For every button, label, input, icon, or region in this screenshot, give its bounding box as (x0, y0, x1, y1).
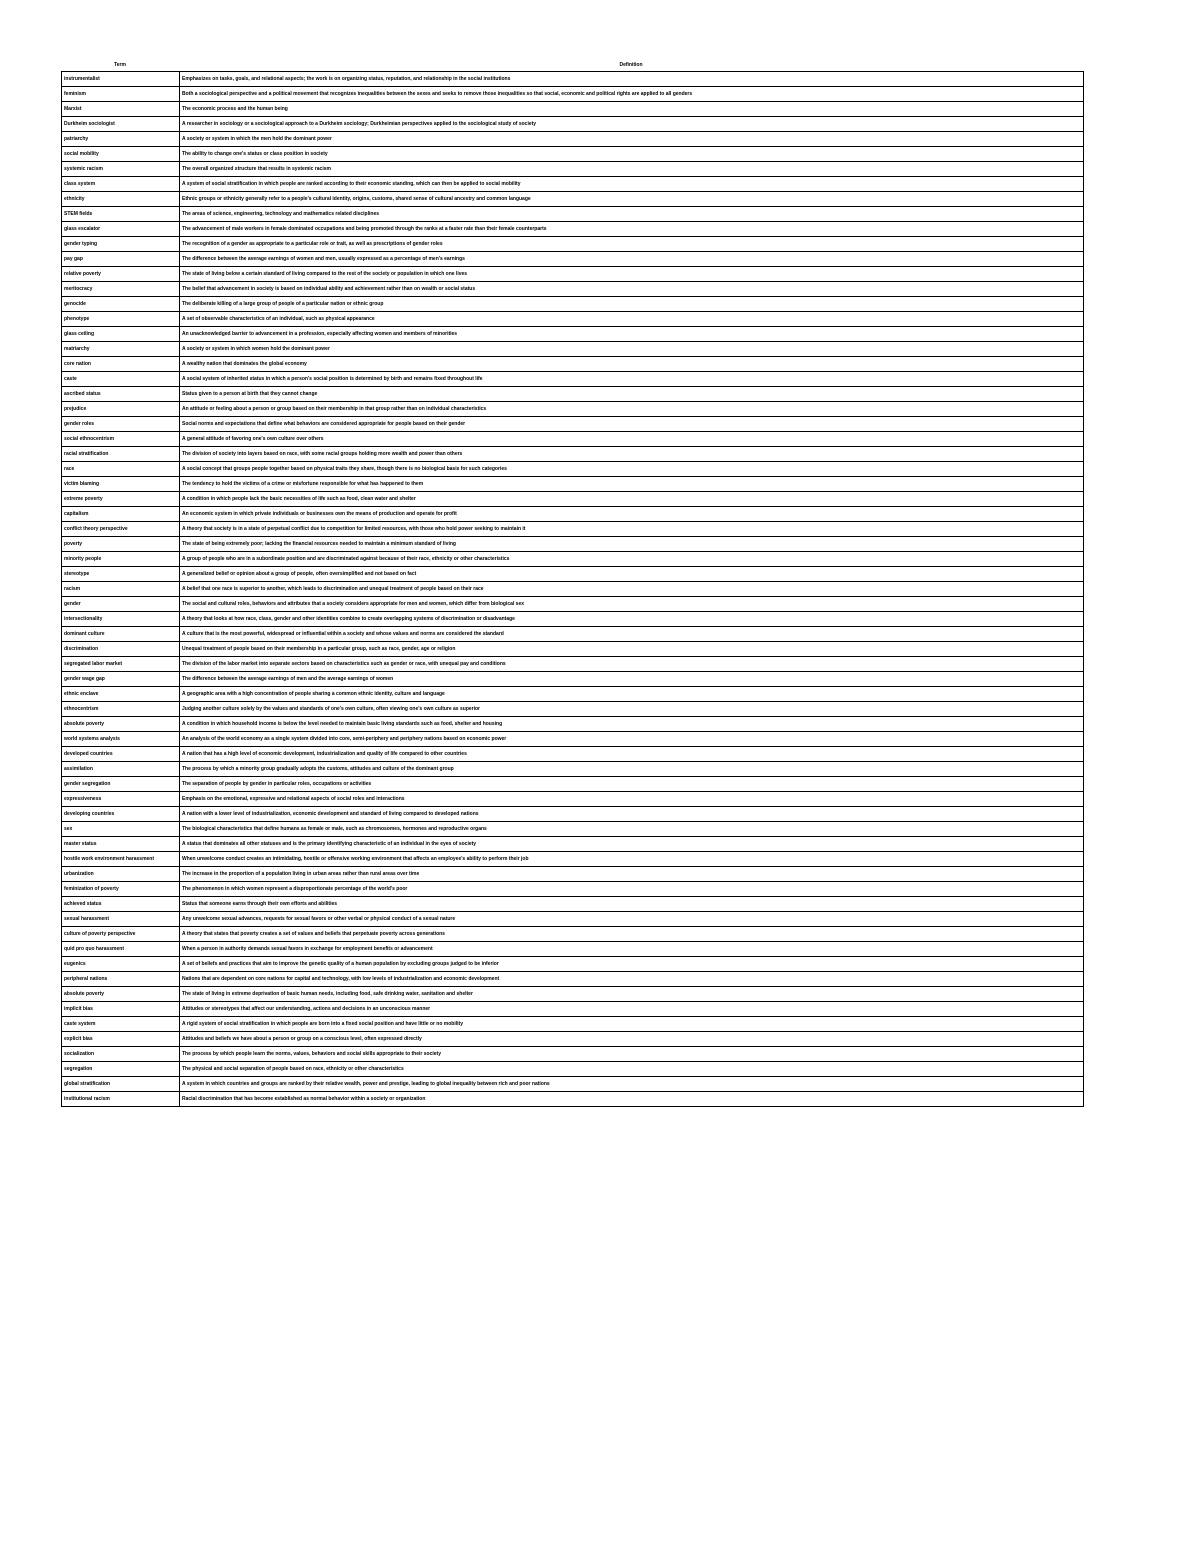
term-cell[interactable]: eugenics (62, 957, 180, 972)
definition-cell[interactable]: A theory that looks at how race, class, gender and other identities combine to create overlapping systems of discrimination or disadvantage (180, 612, 1084, 627)
table-row (62, 927, 1084, 942)
term-cell[interactable]: discrimination (62, 642, 180, 657)
term-cell[interactable]: gender segregation (62, 777, 180, 792)
table-row (62, 162, 1084, 177)
term-cell[interactable]: class system (62, 177, 180, 192)
definition-cell[interactable]: The difference between the average earnings of women and men, usually expressed as a percentage of men's earnings (180, 252, 1084, 267)
term-cell[interactable]: absolute poverty (62, 987, 180, 1002)
term-cell[interactable]: absolute poverty (62, 717, 180, 732)
table-row (62, 897, 1084, 912)
term-cell[interactable]: ethnicity (62, 192, 180, 207)
table-row (62, 222, 1084, 237)
term-cell[interactable]: assimilation (62, 762, 180, 777)
table-row (62, 207, 1084, 222)
definition-cell[interactable]: When a person in authority demands sexual favors in exchange for employment benefits or advancement (180, 942, 1084, 957)
table-row (62, 777, 1084, 792)
term-cell[interactable]: socialization (62, 1047, 180, 1062)
term-cell[interactable]: Durkheim sociologist (62, 117, 180, 132)
term-cell[interactable]: social mobility (62, 147, 180, 162)
term-cell[interactable]: extreme poverty (62, 492, 180, 507)
definition-cell[interactable]: The division of the labor market into separate sectors based on characteristics such as gender or race, with unequal pay and conditions (180, 657, 1084, 672)
definition-cell[interactable]: A nation that has a high level of economic development, industrialization and quality of life compared to other countries (180, 747, 1084, 762)
term-cell[interactable]: urbanization (62, 867, 180, 882)
table-row (62, 657, 1084, 672)
definition-cell[interactable]: Attitudes and beliefs we have about a person or group on a conscious level, often expressed directly (180, 1032, 1084, 1047)
definition-cell[interactable]: The social and cultural roles, behaviors and attributes that a society considers appropriate for men and women, which differ from biological sex (180, 597, 1084, 612)
definition-cell[interactable]: A generalized belief or opinion about a group of people, often oversimplified and not based on fact (180, 567, 1084, 582)
definition-cell[interactable]: The belief that advancement in society is based on individual ability and achievement rather than on wealth or social status (180, 282, 1084, 297)
definition-cell[interactable]: A system of social stratification in which people are ranked according to their economic standing, which can then be applied to social mobility (180, 177, 1084, 192)
table-row (62, 747, 1084, 762)
term-cell[interactable]: peripheral nations (62, 972, 180, 987)
definition-cell[interactable]: A nation with a lower level of industrialization, economic development and standard of living compared to developed nations (180, 807, 1084, 822)
table-row (62, 492, 1084, 507)
table-row (62, 672, 1084, 687)
term-cell[interactable]: racism (62, 582, 180, 597)
table-row (62, 402, 1084, 417)
table-row (62, 507, 1084, 522)
table-row (62, 372, 1084, 387)
term-cell[interactable]: gender wage gap (62, 672, 180, 687)
column-header-definition[interactable]: Definition (619, 62, 643, 68)
terms-table (61, 71, 1084, 1107)
table-row (62, 87, 1084, 102)
table-row (62, 177, 1084, 192)
definition-cell[interactable]: The state of being extremely poor; lacking the financial resources needed to maintain a minimum standard of living (180, 537, 1084, 552)
table-row (62, 132, 1084, 147)
term-cell[interactable]: glass escalator (62, 222, 180, 237)
term-cell[interactable]: meritocracy (62, 282, 180, 297)
term-cell[interactable]: racial stratification (62, 447, 180, 462)
table-row (62, 72, 1084, 87)
table-row (62, 687, 1084, 702)
term-cell[interactable]: capitalism (62, 507, 180, 522)
table-row (62, 957, 1084, 972)
definition-cell[interactable]: An economic system in which private individuals or businesses own the means of production and operate for profit (180, 507, 1084, 522)
term-cell[interactable]: phenotype (62, 312, 180, 327)
table-row (62, 807, 1084, 822)
table-row (62, 762, 1084, 777)
table-row (62, 867, 1084, 882)
table-row (62, 147, 1084, 162)
table-row (62, 1002, 1084, 1017)
table-row (62, 612, 1084, 627)
definition-cell[interactable]: The deliberate killing of a large group of people of a particular nation or ethnic group (180, 297, 1084, 312)
table-row (62, 462, 1084, 477)
table-row (62, 972, 1084, 987)
term-cell[interactable]: systemic racism (62, 162, 180, 177)
table-row (62, 1017, 1084, 1032)
table-row (62, 537, 1084, 552)
definition-cell[interactable]: Nations that are dependent on core nations for capital and technology, with low levels of industrialization and economic development (180, 972, 1084, 987)
definition-cell[interactable]: The state of living in extreme deprivation of basic human needs, including food, safe drinking water, sanitation and shelter (180, 987, 1084, 1002)
definition-cell[interactable]: Status that someone earns through their own efforts and abilities (180, 897, 1084, 912)
term-cell[interactable]: gender roles (62, 417, 180, 432)
table-row (62, 942, 1084, 957)
definition-cell[interactable]: A social concept that groups people together based on physical traits they share, though there is no biological basis for such categories (180, 462, 1084, 477)
term-cell[interactable]: gender (62, 597, 180, 612)
definition-cell[interactable]: A researcher in sociology or a sociological approach to a Durkheim sociology; Durkheimian perspectives applied to the sociological study of society (180, 117, 1084, 132)
definition-cell[interactable]: The economic process and the human being (180, 102, 1084, 117)
term-cell[interactable]: glass ceiling (62, 327, 180, 342)
table-row (62, 342, 1084, 357)
definition-cell[interactable]: The recognition of a gender as appropriate to a particular role or trait, as well as prescriptions of gender roles (180, 237, 1084, 252)
term-cell[interactable]: Marxist (62, 102, 180, 117)
table-row (62, 192, 1084, 207)
table-row (62, 1032, 1084, 1047)
definition-cell[interactable]: Emphasis on the emotional, expressive and relational aspects of social roles and interactions (180, 792, 1084, 807)
term-cell[interactable]: minority people (62, 552, 180, 567)
term-cell[interactable]: hostile work environment harassment (62, 852, 180, 867)
table-row (62, 1047, 1084, 1062)
definition-cell[interactable]: Unequal treatment of people based on their membership in a particular group, such as race, gender, age or religion (180, 642, 1084, 657)
table-row (62, 282, 1084, 297)
definition-cell[interactable]: The tendency to hold the victims of a crime or misfortune responsible for what has happened to them (180, 477, 1084, 492)
term-cell[interactable]: segregated labor market (62, 657, 180, 672)
definition-cell[interactable]: An analysis of the world economy as a single system divided into core, semi-periphery and periphery nations based on economic power (180, 732, 1084, 747)
term-cell[interactable]: genocide (62, 297, 180, 312)
term-cell[interactable]: explicit bias (62, 1032, 180, 1047)
table-row (62, 252, 1084, 267)
table-row (62, 387, 1084, 402)
definition-cell[interactable]: The process by which a minority group gradually adopts the customs, attitudes and culture of the dominant group (180, 762, 1084, 777)
table-row (62, 882, 1084, 897)
term-cell[interactable]: prejudice (62, 402, 180, 417)
term-cell[interactable]: implicit bias (62, 1002, 180, 1017)
table-row (62, 312, 1084, 327)
table-row (62, 477, 1084, 492)
term-cell[interactable]: core nation (62, 357, 180, 372)
table-row (62, 597, 1084, 612)
table-row (62, 447, 1084, 462)
definition-cell[interactable]: A geographic area with a high concentration of people sharing a common ethnic identity, culture and language (180, 687, 1084, 702)
table-row (62, 642, 1084, 657)
term-cell[interactable]: stereotype (62, 567, 180, 582)
definition-cell[interactable]: Racial discrimination that has become established as normal behavior within a society or organization (180, 1092, 1084, 1107)
definition-cell[interactable]: A culture that is the most powerful, widespread or influential within a society and whose values and norms are considered the standard (180, 627, 1084, 642)
table-row (62, 627, 1084, 642)
definition-cell[interactable]: The areas of science, engineering, technology and mathematics related disciplines (180, 207, 1084, 222)
definition-cell[interactable]: The state of living below a certain standard of living compared to the rest of the society or population in which one lives (180, 267, 1084, 282)
definition-cell[interactable]: A society or system in which the men hold the dominant power (180, 132, 1084, 147)
table-row (62, 822, 1084, 837)
term-cell[interactable]: culture of poverty perspective (62, 927, 180, 942)
definition-cell[interactable]: A group of people who are in a subordinate position and are discriminated against because of their race, ethnicity or other characteristics (180, 552, 1084, 567)
definition-cell[interactable]: Emphasizes on tasks, goals, and relational aspects; the work is on organizing status, reputation, and relationship in the social institutions (180, 72, 1084, 87)
table-row (62, 732, 1084, 747)
table-row (62, 522, 1084, 537)
definition-cell[interactable]: A set of beliefs and practices that aim to improve the genetic quality of a human population by excluding groups judged to be inferior (180, 957, 1084, 972)
spreadsheet (61, 61, 1083, 1107)
term-cell[interactable]: social ethnocentrism (62, 432, 180, 447)
table-row (62, 327, 1084, 342)
definition-cell[interactable]: The difference between the average earnings of men and the average earnings of women (180, 672, 1084, 687)
term-cell[interactable]: segregation (62, 1062, 180, 1077)
definition-cell[interactable]: Both a sociological perspective and a political movement that recognizes inequalities between the sexes and seeks to remove those inequalities so that social, economic and political rights are applied to all genders (180, 87, 1084, 102)
column-header-term[interactable]: Term (114, 62, 126, 68)
definition-cell[interactable]: Ethnic groups or ethnicity generally refer to a people's cultural identity, origins, customs, shared sense of cultural ancestry and common language (180, 192, 1084, 207)
table-row (62, 912, 1084, 927)
definition-cell[interactable]: The division of society into layers based on race, with some racial groups holding more wealth and power than others (180, 447, 1084, 462)
table-row (62, 837, 1084, 852)
definition-cell[interactable]: When unwelcome conduct creates an intimidating, hostile or offensive working environment that affects an employee's ability to perform their job (180, 852, 1084, 867)
table-row (62, 582, 1084, 597)
term-cell[interactable]: sexual harassment (62, 912, 180, 927)
definition-cell[interactable]: The phenomenon in which women represent a disproportionate percentage of the world's poor (180, 882, 1084, 897)
term-cell[interactable]: intersectionality (62, 612, 180, 627)
definition-cell[interactable]: Any unwelcome sexual advances, requests for sexual favors or other verbal or physical conduct of a sexual nature (180, 912, 1084, 927)
term-cell[interactable]: master status (62, 837, 180, 852)
term-cell[interactable]: poverty (62, 537, 180, 552)
definition-cell[interactable]: The advancement of male workers in female dominated occupations and being promoted through the ranks at a faster rate than their female counterparts (180, 222, 1084, 237)
definition-cell[interactable]: A system in which countries and groups are ranked by their relative wealth, power and prestige, leading to global inequality between rich and poor nations (180, 1077, 1084, 1092)
term-cell[interactable]: conflict theory perspective (62, 522, 180, 537)
term-cell[interactable]: global stratification (62, 1077, 180, 1092)
term-cell[interactable]: caste system (62, 1017, 180, 1032)
definition-cell[interactable]: The ability to change one's status or class position in society (180, 147, 1084, 162)
table-row (62, 117, 1084, 132)
table-row (62, 267, 1084, 282)
term-cell[interactable]: feminization of poverty (62, 882, 180, 897)
definition-cell[interactable]: The overall organized structure that results in systemic racism (180, 162, 1084, 177)
table-row (62, 1062, 1084, 1077)
table-row (62, 237, 1084, 252)
term-cell[interactable]: ascribed status (62, 387, 180, 402)
definition-cell[interactable]: A condition in which people lack the basic necessities of life such as food, clean water and shelter (180, 492, 1084, 507)
definition-cell[interactable]: A rigid system of social stratification in which people are born into a fixed social position and have little or no mobility (180, 1017, 1084, 1032)
definition-cell[interactable]: The physical and social separation of people based on race, ethnicity or other characteristics (180, 1062, 1084, 1077)
definition-cell[interactable]: A theory that states that poverty creates a set of values and beliefs that perpetuate poverty across generations (180, 927, 1084, 942)
definition-cell[interactable]: The separation of people by gender in particular roles, occupations or activities (180, 777, 1084, 792)
table-row (62, 432, 1084, 447)
term-cell[interactable]: world systems analysis (62, 732, 180, 747)
term-cell[interactable]: developed countries (62, 747, 180, 762)
term-cell[interactable]: institutional racism (62, 1092, 180, 1107)
table-row (62, 702, 1084, 717)
table-row (62, 297, 1084, 312)
table-row (62, 357, 1084, 372)
definition-cell[interactable]: A wealthy nation that dominates the global economy (180, 357, 1084, 372)
term-cell[interactable]: feminism (62, 87, 180, 102)
definition-cell[interactable]: A theory that society is in a state of perpetual conflict due to competition for limited resources, with those who hold power seeking to maintain it (180, 522, 1084, 537)
definition-cell[interactable]: Attitudes or stereotypes that affect our understanding, actions and decisions in an unconscious manner (180, 1002, 1084, 1017)
definition-cell[interactable]: The biological characteristics that define humans as female or male, such as chromosomes, hormones and reproductive organs (180, 822, 1084, 837)
definition-cell[interactable]: A set of observable characteristics of an individual, such as physical appearance (180, 312, 1084, 327)
table-row (62, 852, 1084, 867)
table-row (62, 1092, 1084, 1107)
definition-cell[interactable]: The process by which people learn the norms, values, behaviors and social skills appropriate to their society (180, 1047, 1084, 1062)
term-cell[interactable]: STEM fields (62, 207, 180, 222)
term-cell[interactable]: patriarchy (62, 132, 180, 147)
term-cell[interactable]: sex (62, 822, 180, 837)
definition-cell[interactable]: A condition in which household income is below the level needed to maintain basic living standards such as food, shelter and housing (180, 717, 1084, 732)
table-row (62, 102, 1084, 117)
term-cell[interactable]: dominant culture (62, 627, 180, 642)
table-row (62, 552, 1084, 567)
definition-cell[interactable]: The increase in the proportion of a population living in urban areas rather than rural areas over time (180, 867, 1084, 882)
term-cell[interactable]: caste (62, 372, 180, 387)
table-row (62, 567, 1084, 582)
term-cell[interactable]: victim blaming (62, 477, 180, 492)
term-cell[interactable]: ethnocentrism (62, 702, 180, 717)
header-row (61, 61, 1083, 71)
term-cell[interactable]: expressiveness (62, 792, 180, 807)
definition-cell[interactable]: Status given to a person at birth that they cannot change (180, 387, 1084, 402)
term-cell[interactable]: ethnic enclave (62, 687, 180, 702)
term-cell[interactable]: achieved status (62, 897, 180, 912)
definition-cell[interactable]: A society or system in which women hold the dominant power (180, 342, 1084, 357)
table-row (62, 1077, 1084, 1092)
definition-cell[interactable]: Social norms and expectations that define what behaviors are considered appropriate for people based on their gender (180, 417, 1084, 432)
term-cell[interactable]: matriarchy (62, 342, 180, 357)
definition-cell[interactable]: An attitude or feeling about a person or group based on their membership in that group rather than on individual characteristics (180, 402, 1084, 417)
definition-cell[interactable]: A social system of inherited status in which a person's social position is determined by birth and remains fixed throughout life (180, 372, 1084, 387)
term-cell[interactable]: race (62, 462, 180, 477)
definition-cell[interactable]: An unacknowledged barrier to advancement in a profession, especially affecting women and members of minorities (180, 327, 1084, 342)
term-cell[interactable]: gender typing (62, 237, 180, 252)
term-cell[interactable]: relative poverty (62, 267, 180, 282)
term-cell[interactable]: quid pro quo harassment (62, 942, 180, 957)
term-cell[interactable]: pay gap (62, 252, 180, 267)
definition-cell[interactable]: Judging another culture solely by the values and standards of one's own culture, often viewing one's own culture as superior (180, 702, 1084, 717)
definition-cell[interactable]: A status that dominates all other statuses and is the primary identifying characteristic of an individual in the eyes of society (180, 837, 1084, 852)
definition-cell[interactable]: A general attitude of favoring one's own culture over others (180, 432, 1084, 447)
term-cell[interactable]: instrumentalist (62, 72, 180, 87)
table-row (62, 417, 1084, 432)
table-row (62, 987, 1084, 1002)
definition-cell[interactable]: A belief that one race is superior to another, which leads to discrimination and unequal treatment of people based on their race (180, 582, 1084, 597)
table-row (62, 717, 1084, 732)
term-cell[interactable]: developing countries (62, 807, 180, 822)
table-row (62, 792, 1084, 807)
